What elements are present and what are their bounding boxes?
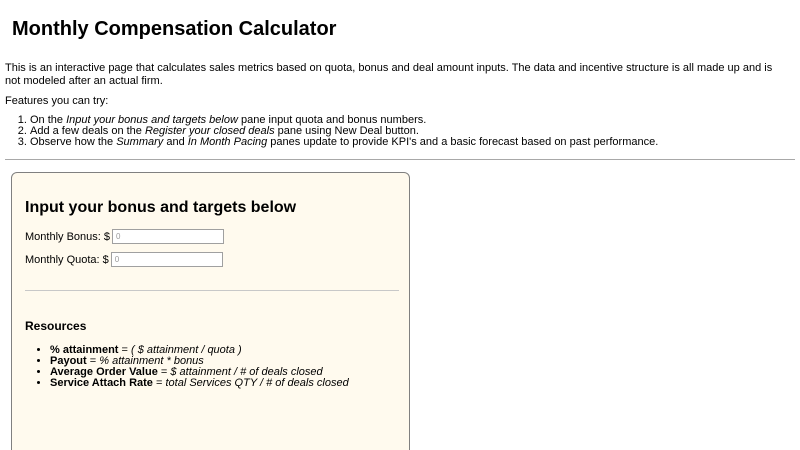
- resource-equals: =: [118, 344, 132, 356]
- monthly-quota-row: [25, 252, 223, 267]
- monthly-quota-input[interactable]: [111, 252, 223, 267]
- features-label: Features you can try:: [5, 95, 109, 107]
- feature-text: On the: [30, 114, 67, 126]
- resources-title: Resources: [25, 319, 87, 333]
- intro-text: This is an interactive page that calculates sales metrics based on quota, bonus and deal amount inputs. The data and incentive structure is all made up and is not modeled after an actual firm.: [5, 62, 773, 87]
- resource-term: Service Attach Rate: [50, 377, 153, 389]
- monthly-bonus-row: [25, 229, 224, 244]
- monthly-bonus-label: Monthly Bonus: $: [25, 230, 110, 243]
- pane-divider: [25, 290, 399, 291]
- feature-text: pane input quota and bonus numbers.: [237, 114, 427, 126]
- section-divider: [5, 159, 795, 160]
- feature-text: and: [163, 136, 188, 148]
- monthly-quota-label: Monthly Quota: $: [25, 253, 109, 266]
- resource-formula: total Services QTY / # of deals closed: [165, 377, 349, 389]
- resource-term: Average Order Value: [50, 366, 158, 378]
- feature-text: panes update to provide KPI's and a basic forecast based on past performance.: [267, 136, 659, 148]
- resource-equals: =: [86, 355, 100, 367]
- resource-term: % attainment: [50, 344, 119, 356]
- feature-item: [30, 137, 658, 148]
- monthly-bonus-input[interactable]: [112, 229, 224, 244]
- features-list: [5, 115, 658, 148]
- input-targets-pane: [11, 172, 410, 450]
- resource-equals: =: [157, 366, 171, 378]
- pane-title: Input your bonus and targets below: [25, 199, 297, 216]
- resource-formula: % attainment * bonus: [99, 355, 204, 367]
- resource-item: [50, 378, 349, 389]
- feature-pane-name: Register your closed deals: [144, 125, 275, 137]
- feature-text: Add a few deals on the: [30, 125, 145, 137]
- feature-pane-name: Summary: [116, 136, 164, 148]
- page-title: Monthly Compensation Calculator: [12, 18, 337, 40]
- resource-formula: $ attainment / # of deals closed: [170, 366, 323, 378]
- resources-list: [25, 345, 349, 389]
- feature-pane-name: In Month Pacing: [187, 136, 268, 148]
- feature-text: pane using New Deal button.: [274, 125, 419, 137]
- resource-formula: ( $ attainment / quota ): [131, 344, 242, 356]
- resource-term: Payout: [50, 355, 87, 367]
- feature-text: Observe how the: [30, 136, 117, 148]
- resource-equals: =: [152, 377, 166, 389]
- feature-pane-name: Input your bonus and targets below: [66, 114, 238, 126]
